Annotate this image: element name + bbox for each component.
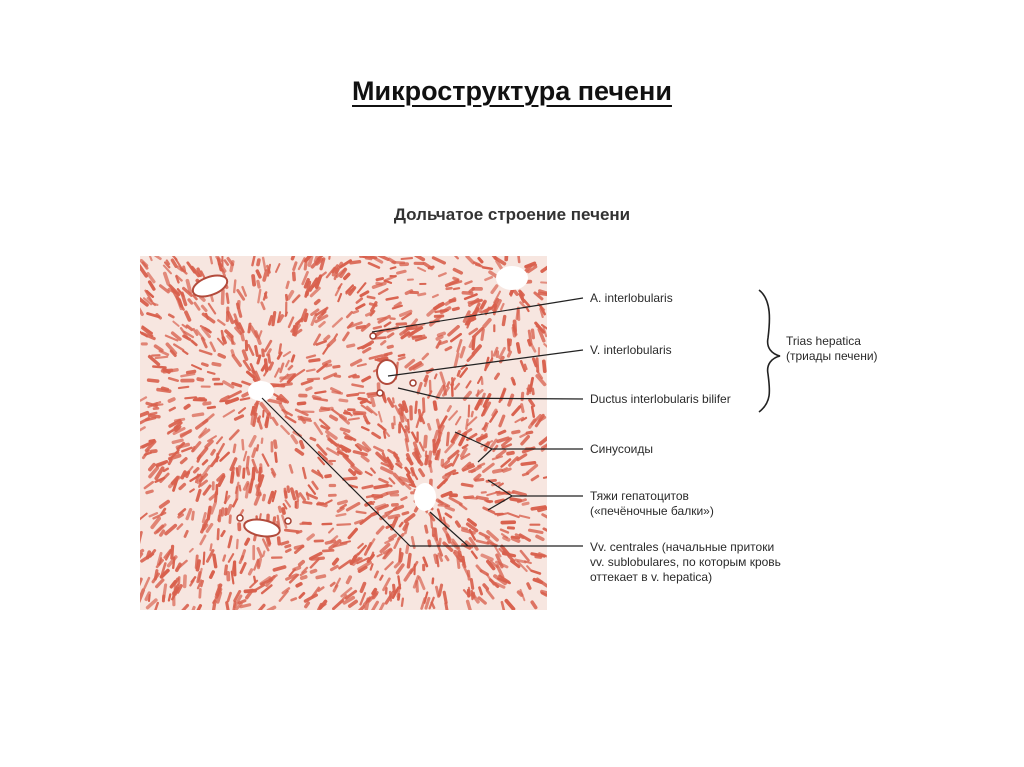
small-vessel	[285, 518, 291, 524]
label-line: Vv. centrales (начальные притоки	[590, 540, 775, 554]
portal-vessel	[377, 360, 397, 384]
label-line: («печёночные балки»)	[590, 504, 714, 518]
label-line: A. interlobularis	[590, 291, 673, 305]
label-ductus-interlobularis	[590, 392, 731, 407]
label-line: Тяжи гепатоцитов	[590, 489, 689, 503]
label-a-interlobularis	[590, 291, 673, 306]
central-vein-lumen	[496, 266, 528, 290]
label-line: V. interlobularis	[590, 343, 672, 357]
small-vessel	[237, 515, 243, 521]
label-trias-hepatica	[786, 334, 878, 364]
label-line: vv. sublobulares, по которым кровь	[590, 555, 781, 569]
label-v-interlobularis	[590, 343, 672, 358]
label-line: Ductus interlobularis bilifer	[590, 392, 731, 406]
liver-lobule-micrograph	[140, 256, 547, 610]
label-hepatocyte-cords	[590, 489, 714, 519]
central-vein-lumen	[414, 483, 436, 511]
small-vessel	[370, 333, 376, 339]
label-line: Trias hepatica	[786, 334, 861, 348]
label-sinusoids	[590, 442, 653, 457]
figure-title: Дольчатое строение печени	[393, 205, 631, 224]
central-vein-lumen	[248, 381, 274, 401]
small-vessel	[377, 390, 383, 396]
small-vessel	[410, 380, 416, 386]
label-line: (триады печени)	[786, 349, 878, 363]
label-line: Синусоиды	[590, 442, 653, 456]
label-line: оттекает в v. hepatica)	[590, 570, 713, 584]
triad-brace	[759, 290, 780, 412]
slide-title	[0, 76, 1024, 107]
slide-title-text: Микроструктура печени	[352, 76, 672, 106]
label-central-veins	[590, 540, 781, 585]
